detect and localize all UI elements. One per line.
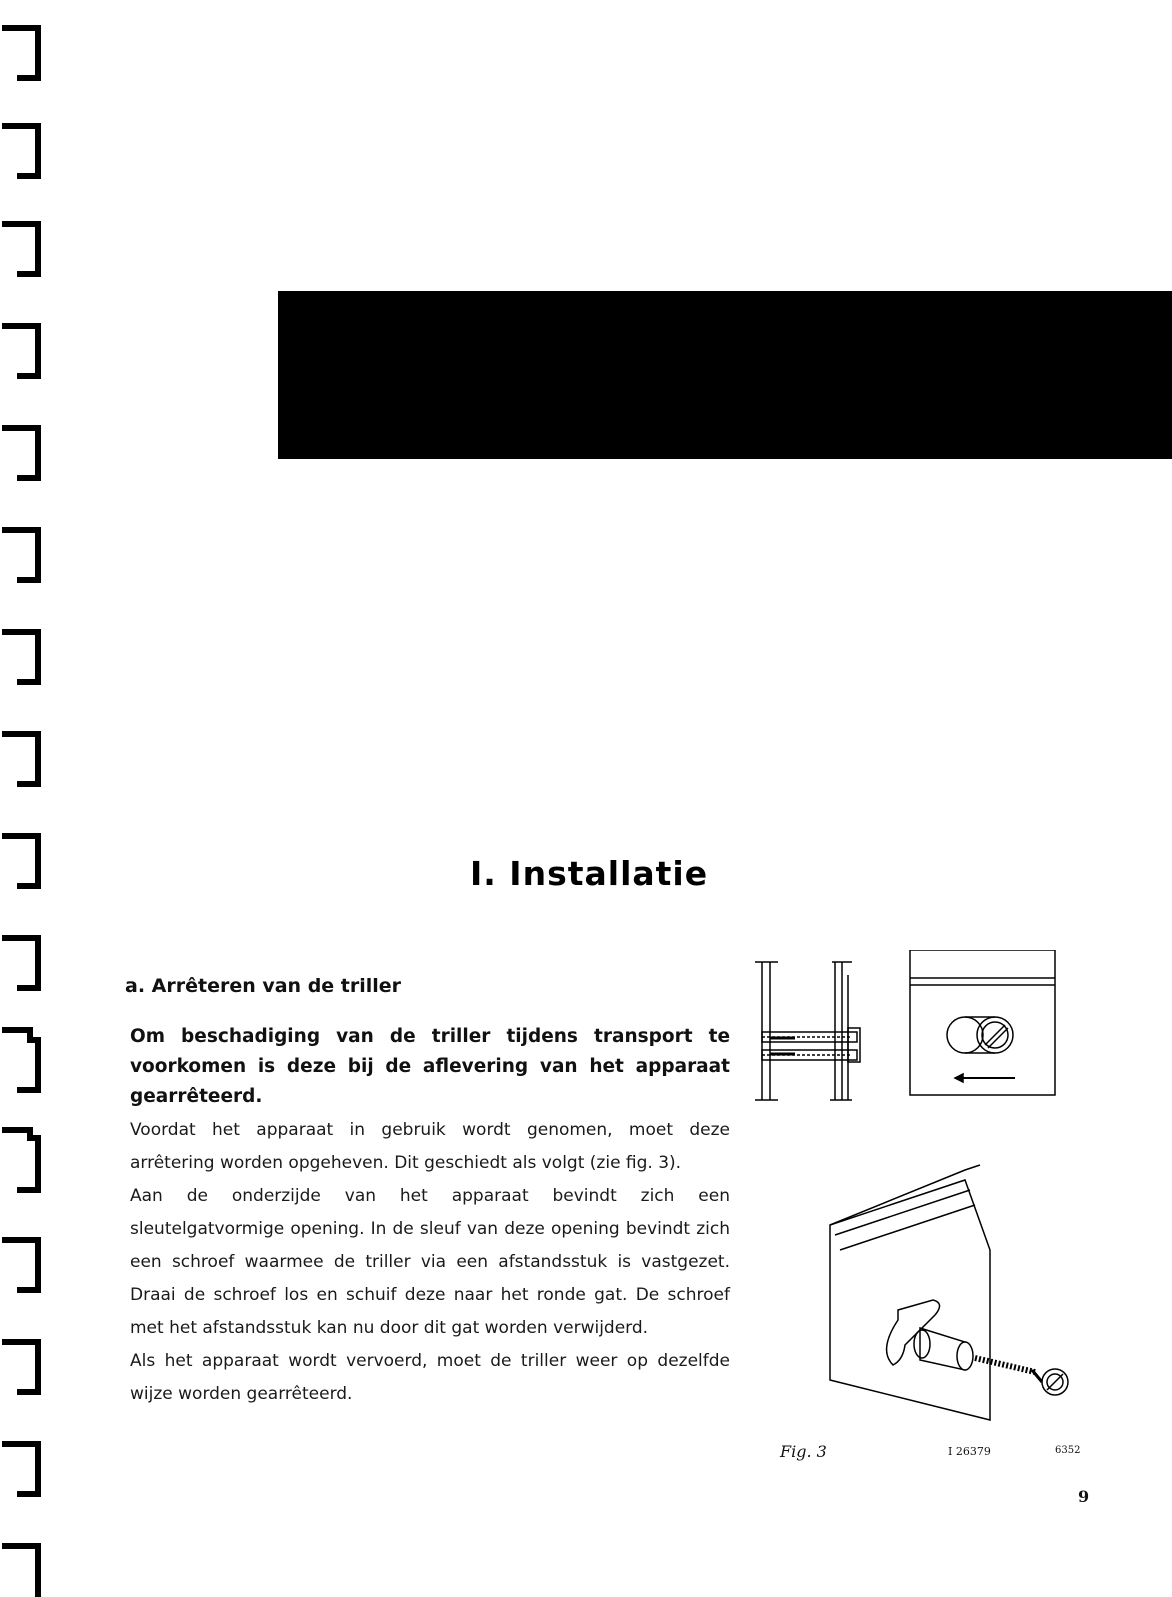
spiral-binding <box>0 0 60 1597</box>
figure-3-illustration <box>750 950 1150 1450</box>
figure-caption: Fig. 3 <box>780 1442 827 1461</box>
paragraph: Als het apparaat wordt vervoerd, moet de triller weer op dezelfde wijze worden gearrêteerd. <box>130 1351 730 1404</box>
figure-code: I 26379 <box>948 1445 991 1458</box>
figure-code: 6352 <box>1055 1445 1081 1456</box>
black-header-bar <box>278 291 1172 459</box>
keyhole-plate-drawing <box>910 950 1055 1095</box>
chapter-title: I. Installatie <box>470 854 709 893</box>
cross-section-drawing <box>755 962 860 1100</box>
section-heading: a. Arrêteren van de triller <box>125 975 402 997</box>
perspective-screw-drawing <box>830 1165 1068 1420</box>
paragraph: Aan de onderzijde van het apparaat bevindt zich een sleutelgatvormige opening. In de sleuf van deze opening bevindt zich een schroef waarmee de triller via een afstandsstuk is vastgezet. Draai de schroef los en schuif deze naar het ronde gat. De schroef met het afstandsstuk kan nu door dit gat worden verwijderd. <box>130 1186 730 1338</box>
page-number: 9 <box>1078 1487 1090 1506</box>
lead-paragraph: Om beschadiging van de triller tijdens transport te voorkomen is deze bij de aflevering van het apparaat gearrêteerd. <box>130 1026 730 1107</box>
body-text <box>130 1114 730 1411</box>
paragraph: Voordat het apparaat in gebruik wordt genomen, moet deze arrêtering worden opgeheven. Dit geschiedt als volgt (zie fig. 3). <box>130 1120 730 1173</box>
